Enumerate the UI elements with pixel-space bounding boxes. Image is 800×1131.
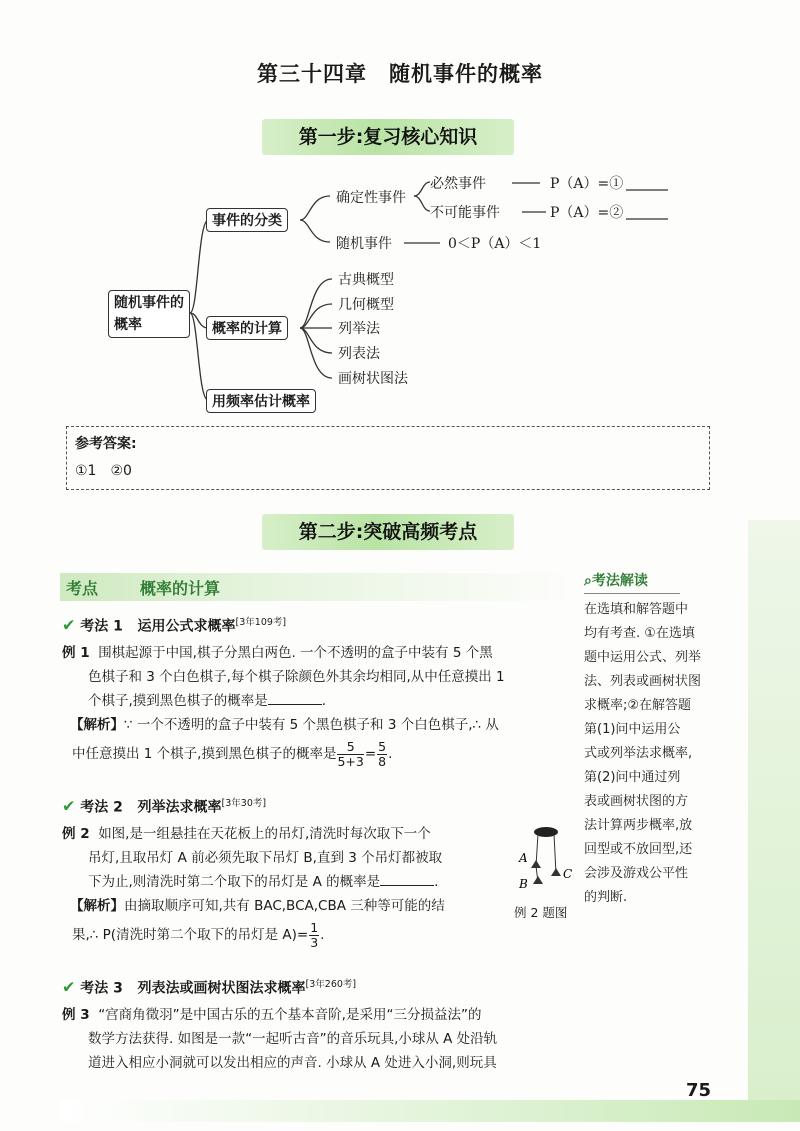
branch-calc: 概率的计算: [206, 316, 288, 340]
solution-label: 【解析】: [70, 717, 124, 733]
sidebar-line: 在选填和解答题中: [584, 602, 689, 617]
method3-title: 列表法或画树状图法求概率: [137, 980, 306, 997]
sidebar-line: 会涉及游戏公平性: [584, 866, 689, 881]
sidebar-line: 的判断.: [584, 890, 628, 905]
example2: 例 2 如图,是一组悬挂在天花板上的吊灯,清洗时每次取下一个 吊灯,且取吊灯 A 前必须先取下吊灯 B,直到 3 个吊灯都被取 下为止,则清洗时第二个取下的吊灯是 A 的概率是 . 【解析】由摘取顺序可知,共有 BAC,BCA,CBA 三种等可能的结 果,∴ P(清洗时第二个取下的吊灯是 A)= $\frac{1}{3}$ .: [62, 822, 572, 952]
calc-item: 古典概型: [338, 272, 394, 288]
ex1-solution-line: 中任意摸出 1 个棋子,摸到黑色棋子的概率是: [72, 746, 337, 762]
fraction: $\frac{1}{3}$: [310, 919, 319, 950]
ex1-solution-line: ∵ 一个不透明的盒子中装有 5 个黑色棋子和 3 个白色棋子,∴ 从: [124, 717, 499, 733]
ex2-solution-line: 果,∴ P(清洗时第二个取下的吊灯是 A)=: [72, 927, 309, 943]
ex2-line: 吊灯,且取吊灯 A 前必须先取下吊灯 B,直到 3 个吊灯都被取: [88, 850, 443, 866]
branch-impossible: 不可能事件: [430, 205, 500, 221]
method1-title: 运用公式求概率: [137, 618, 236, 635]
method1-label: 考法 1: [80, 618, 123, 635]
lamp-label-b: B: [519, 877, 528, 891]
sidebar-line: 法计算两步概率,放: [584, 818, 693, 833]
branch-certain: 确定性事件: [336, 190, 406, 206]
sidebar-line: 题中运用公式、列举: [584, 650, 702, 665]
ex1-line: 围棋起源于中国,棋子分黑白两色. 一个不透明的盒子中装有 5 个黑: [98, 645, 493, 661]
check-icon: ✔: [62, 977, 76, 997]
answer-box: [66, 426, 710, 490]
kaodian-bar: [60, 573, 570, 601]
method3-sup: [3年260考]: [305, 979, 357, 990]
method3-heading: [62, 976, 356, 998]
sidebar-body: [584, 598, 739, 910]
sidebar-title: ⌕考法解读: [584, 570, 680, 594]
bottom-decoration-strip: [60, 1100, 800, 1122]
ex3-line: 数学方法获得. 如图是一款“一起听古音”的音乐玩具,小球从 A 处沿轨: [88, 1031, 498, 1047]
sidebar-line: 均有考查. ①在选填: [584, 626, 695, 641]
fraction: $\frac{5}{8}$: [378, 738, 387, 769]
sidebar-line: 第(1)问中运用公: [584, 722, 681, 737]
mind-map-connectors: [0, 0, 800, 420]
ex2-label: 例 2: [62, 826, 90, 842]
sidebar-line: 法、列表或画树状图: [584, 674, 702, 689]
ex1-line: 个棋子,摸到黑色棋子的概率是: [88, 693, 268, 709]
ex2-solution-line: 由摘取顺序可知,共有 BAC,BCA,CBA 三种等可能的结: [124, 898, 445, 914]
step2-banner: 第二步:突破高频考点: [262, 514, 514, 550]
branch-random: 随机事件: [336, 236, 392, 252]
answer-values: ①1 ②0: [75, 463, 132, 479]
lamp-figure: [516, 822, 576, 898]
sidebar-analysis: [584, 570, 739, 910]
kaodian-title: 概率的计算: [140, 579, 221, 598]
method2-heading: [62, 795, 266, 817]
fraction: $\frac{5}{5+3}$: [337, 738, 364, 769]
check-icon: ✔: [62, 796, 76, 816]
example3: [62, 1003, 572, 1075]
method2-title: 列举法求概率: [137, 799, 222, 816]
ex1-line: 色棋子和 3 个白色棋子,每个棋子除颜色外其余均相同,从中任意摸出 1: [88, 669, 505, 685]
sidebar-line: 表或画树状图的方: [584, 794, 689, 809]
step1-banner: 第一步:复习核心知识: [262, 119, 514, 155]
branch-estimate: 用频率估计概率: [206, 389, 316, 413]
method1-sup: [3年109考]: [235, 617, 287, 628]
sidebar-line: 求概率;②在解答题: [584, 698, 692, 713]
sidebar-line: 第(2)问中通过列: [584, 770, 681, 785]
answer-blank: [268, 690, 322, 705]
kaodian-tag: 考点: [66, 579, 99, 598]
answer-label: 参考答案:: [75, 436, 137, 452]
example1: 例 1 围棋起源于中国,棋子分黑白两色. 一个不透明的盒子中装有 5 个黑 色棋子和 3 个白色棋子,每个棋子除颜色外其余均相同,从中任意摸出 1 个棋子,摸到黑色棋子的概率是 . 【解析】∵ 一个不透明的盒子中装有 5 个黑色棋子和 3 个白色棋子,∴ 从 中任意摸出 1 个棋子,摸到黑色棋子的概率是 $\frac{5}{5+3}$ = $\frac{5}{8}$ .: [62, 641, 572, 771]
mindmap-root: 随机事件的概率: [108, 290, 190, 338]
chapter-title: 第三十四章 随机事件的概率: [257, 62, 543, 86]
calc-item: 几何概型: [338, 297, 394, 313]
mind-map: [0, 0, 800, 420]
sidebar-line: 式或列举法求概率,: [584, 746, 693, 761]
ex3-label: 例 3: [62, 1007, 90, 1023]
sidebar-line: 回型或不放回型,还: [584, 842, 693, 857]
side-decoration-strip: [748, 520, 800, 1120]
page-number: 75: [686, 1080, 712, 1101]
solution-label: 【解析】: [70, 898, 124, 914]
formula-inevitable: P（A）=①: [550, 176, 624, 192]
ex1-label: 例 1: [62, 645, 90, 661]
calc-item: 列举法: [338, 321, 380, 337]
fig-caption: 例 2 题图: [514, 905, 568, 920]
formula-random: 0＜P（A）＜1: [448, 236, 542, 252]
check-icon: ✔: [62, 615, 76, 635]
method3-label: 考法 3: [80, 980, 123, 997]
method2-label: 考法 2: [80, 799, 123, 816]
lamp-label-c: C: [563, 867, 573, 881]
method2-sup: [3年30考]: [221, 798, 267, 809]
ex2-line: 下为止,则清洗时第二个取下的吊灯是 A 的概率是: [88, 874, 381, 890]
answer-blank: [380, 871, 434, 886]
branch-inevitable: 必然事件: [430, 176, 486, 192]
calc-item: 列表法: [338, 346, 380, 362]
ex3-line: 道进入相应小洞就可以发出相应的声音. 小球从 A 处进入小洞,则玩具: [88, 1055, 497, 1071]
search-icon: ⌕: [584, 573, 592, 589]
ex2-line: 如图,是一组悬挂在天花板上的吊灯,清洗时每次取下一个: [98, 826, 431, 842]
formula-impossible: P（A）=②: [550, 205, 624, 221]
method1-heading: [62, 614, 286, 636]
branch-classification: 事件的分类: [206, 208, 288, 232]
ex3-line: “宫商角徵羽”是中国古乐的五个基本音阶,是采用“三分损益法”的: [98, 1007, 482, 1023]
calc-item: 画树状图法: [338, 371, 408, 387]
lamp-label-a: A: [519, 851, 528, 865]
